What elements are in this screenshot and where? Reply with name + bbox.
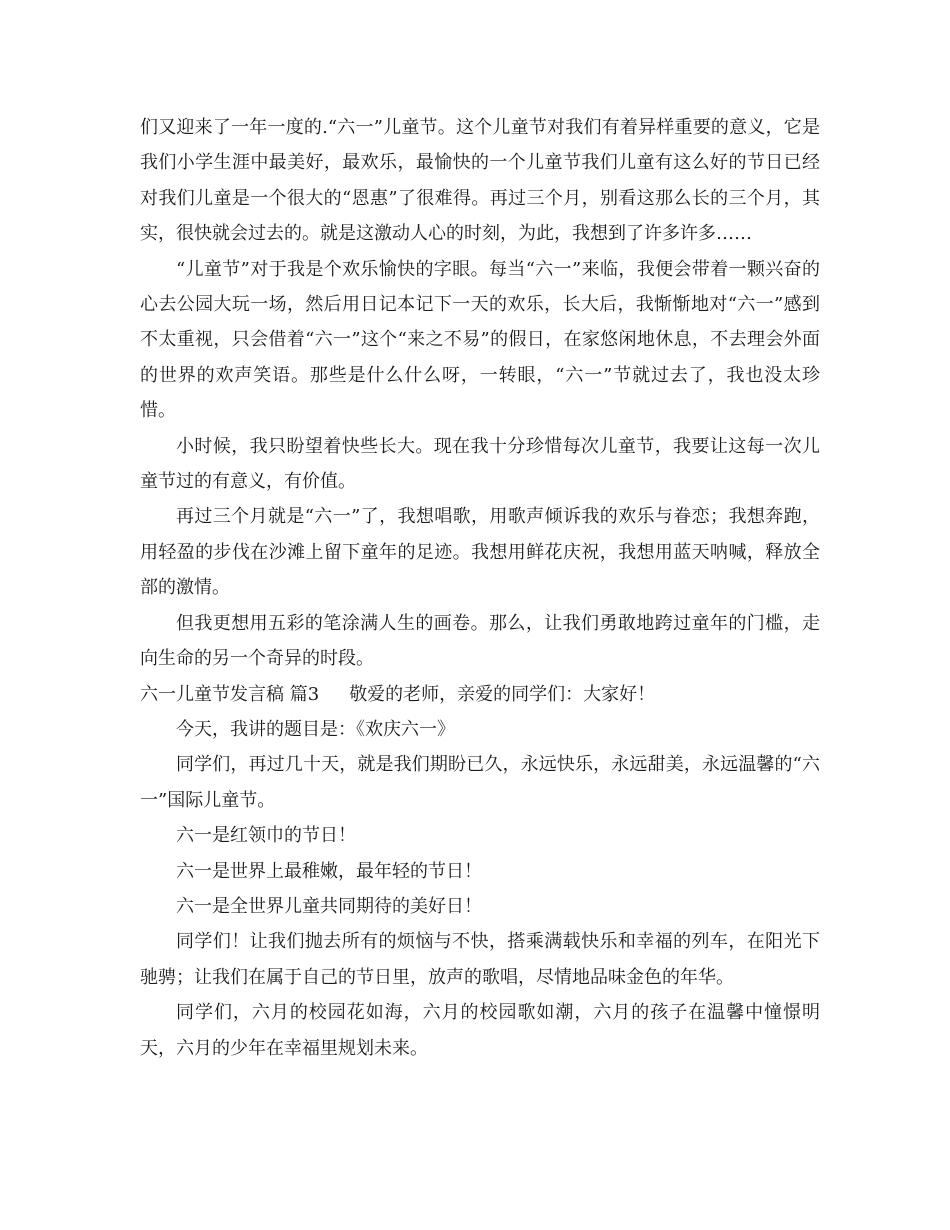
paragraph: 同学们，六月的校园花如海，六月的校园歌如潮，六月的孩子在温馨中憧憬明天，六月的少年在幸福里规划未来。 [140, 1002, 820, 1059]
paragraph: 但我更想用五彩的笔涂满人生的画卷。那么，让我们勇敢地跨过童年的门槛，走向生命的另一个奇异的时段。 [140, 612, 820, 670]
paragraph: 六一是世界上最稚嫩，最年轻的节日！ [176, 860, 482, 882]
paragraph: 再过三个月就是“六一”了，我想唱歌，用歌声倾诉我的欢乐与眷恋；我想奔跑，用轻盈的步伐在沙滩上留下童年的足迹。我想用鲜花庆祝，我想用蓝天呐喊，释放全部的激情。 [140, 506, 820, 599]
paragraph: 今天，我讲的题目是：《欢庆六一》 [176, 718, 455, 740]
paragraph: 同学们，再过几十天，就是我们期盼已久，永远快乐，永远甜美，永远温馨的“六一”国际儿童节。 [140, 754, 820, 811]
section-heading [140, 677, 820, 712]
document-body [140, 110, 820, 1066]
paragraph: 小时候，我只盼望着快些长大。现在我十分珍惜每次儿童节，我要让这每一次儿童节过的有意义，有价值。 [140, 435, 820, 493]
paragraph: 六一是全世界儿童共同期待的美好日！ [176, 895, 482, 917]
section-title: 六一儿童节发言稿 篇3 [140, 683, 320, 705]
paragraph: 同学们！让我们抛去所有的烦恼与不快，搭乘满载快乐和幸福的列车，在阳光下驰骋；让我们在属于自己的节日里，放声的歌唱，尽情地品味金色的年华。 [140, 931, 820, 988]
greeting: 敬爱的老师，亲爱的同学们：大家好！ [349, 683, 656, 705]
paragraph: 们又迎来了一年一度的.“六一”儿童节。这个儿童节对我们有着异样重要的意义，它是我们小学生涯中最美好，最欢乐，最愉快的一个儿童节我们儿童有这么好的节日已经对我们儿童是一个很大的“恩惠”了很难得。再过三个月，别看这那么长的三个月，其实，很快就会过去的。就是这激动人心的时刻，为此，我想到了许多许多…… [140, 117, 820, 245]
paragraph: 六一是红领巾的节日！ [176, 825, 356, 847]
paragraph: “儿童节”对于我是个欢乐愉快的字眼。每当“六一”来临，我便会带着一颗兴奋的心去公园大玩一场，然后用日记本记下一天的欢乐，长大后，我惭惭地对“六一”感到不太重视，只会借着“六一”这个“来之不易”的假日，在家悠闲地休息，不去理会外面的世界的欢声笑语。那些是什么什么呀，一转眼，“六一”节就过去了，我也没太珍惜。 [140, 258, 820, 422]
